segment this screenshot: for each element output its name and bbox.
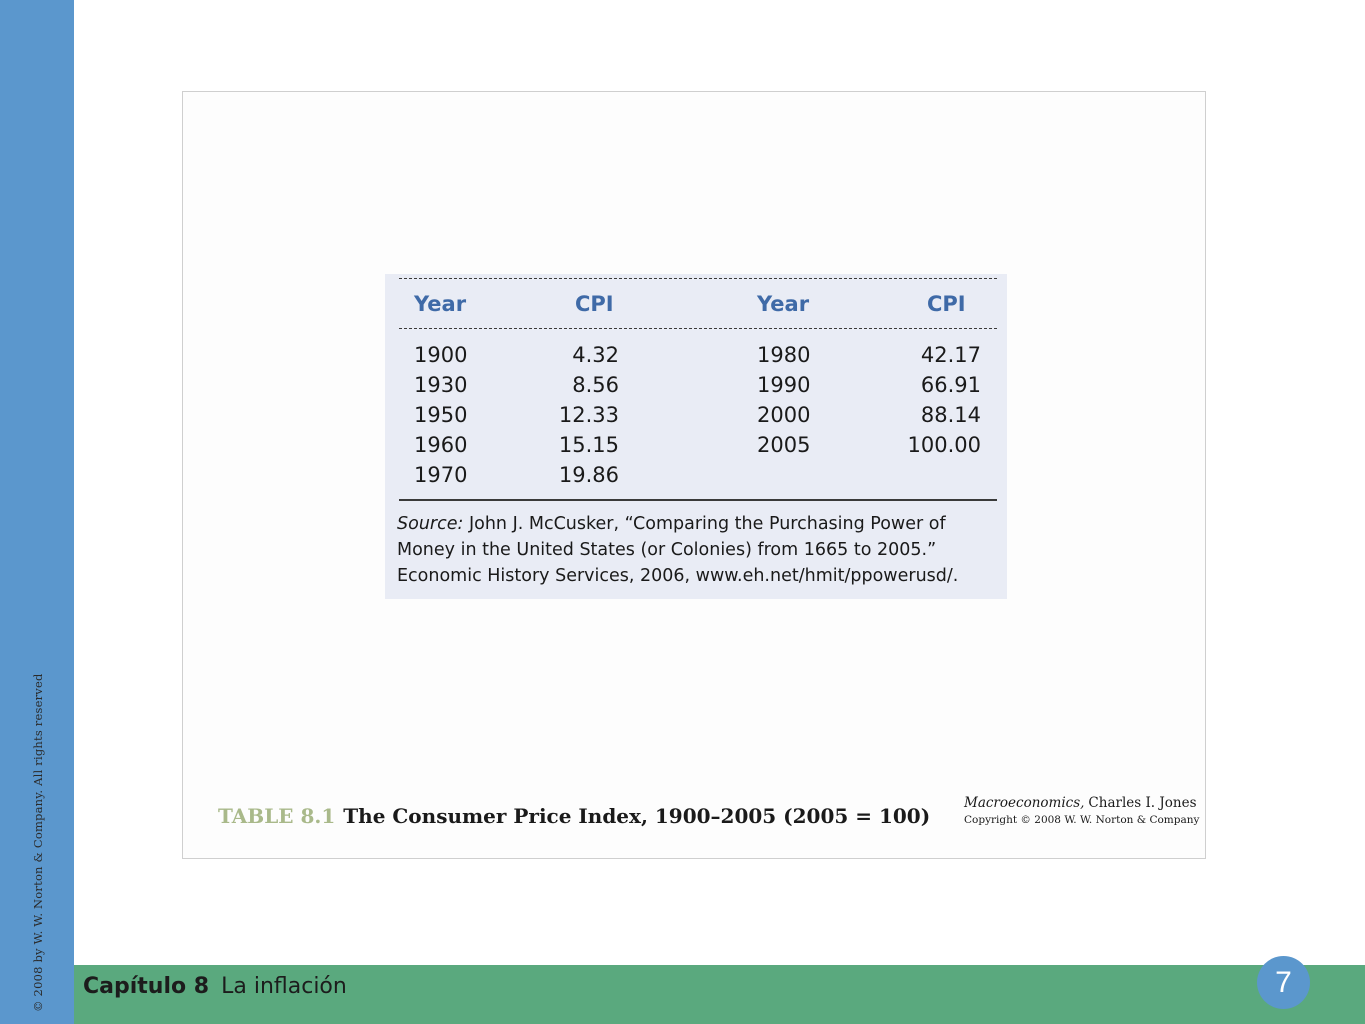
header-rule	[399, 328, 997, 329]
table-cell-year: 1930	[414, 373, 468, 397]
table-source-note	[397, 511, 997, 589]
header-year-left: Year	[414, 292, 467, 316]
table-cell-year: 1980	[757, 343, 811, 367]
source-lead: Source:	[397, 514, 464, 534]
table-cell-cpi: 4.32	[572, 343, 619, 367]
table-top-rule	[399, 278, 997, 279]
table-cell-cpi: 15.15	[558, 433, 619, 457]
table-cell-year: 1900	[414, 343, 468, 367]
header-year-right: Year	[757, 292, 810, 316]
chapter-number: Capítulo 8	[83, 974, 210, 999]
page-number-badge: 7	[1257, 956, 1310, 1009]
table-bottom-rule	[399, 499, 997, 501]
header-cpi-right: CPI	[927, 292, 966, 316]
book-credit	[964, 795, 1199, 826]
table-cell-cpi: 19.86	[558, 463, 619, 487]
table-cell-year: 1970	[414, 463, 468, 487]
table-cell-year: 1960	[414, 433, 468, 457]
source-line: John J. McCusker, “Comparing the Purchasing Power of	[468, 514, 946, 534]
table-caption	[218, 804, 930, 828]
caption-title: The Consumer Price Index, 1900–2005 (2005 = 100)	[343, 804, 931, 828]
table-cell-year: 1990	[757, 373, 811, 397]
chapter-title: La inflación	[221, 974, 347, 999]
table-cell-cpi: 42.17	[920, 343, 981, 367]
book-copyright: Copyright © 2008 W. W. Norton & Company	[964, 814, 1200, 826]
table-cell-cpi: 88.14	[920, 403, 981, 427]
cpi-table	[385, 274, 1007, 599]
table-cell-year: 2000	[757, 403, 811, 427]
table-cell-cpi: 66.91	[920, 373, 981, 397]
table-cell-cpi: 12.33	[558, 403, 619, 427]
table-cell-year: 1950	[414, 403, 468, 427]
table-cell-year: 2005	[757, 433, 811, 457]
copyright-notice: © 2008 by W. W. Norton & Company. All rights reserved	[31, 673, 45, 1012]
table-cell-cpi: 8.56	[572, 373, 619, 397]
caption-tag: TABLE 8.1	[218, 804, 336, 828]
book-title: Macroeconomics,	[964, 795, 1085, 811]
chapter-label	[83, 974, 347, 999]
header-cpi-left: CPI	[575, 292, 614, 316]
book-author: Charles I. Jones	[1088, 795, 1197, 811]
source-line: Economic History Services, 2006, www.eh.net/hmit/ppowerusd/.	[397, 566, 959, 586]
source-line: Money in the United States (or Colonies) from 1665 to 2005.”	[397, 540, 937, 560]
table-cell-cpi: 100.00	[907, 433, 981, 457]
